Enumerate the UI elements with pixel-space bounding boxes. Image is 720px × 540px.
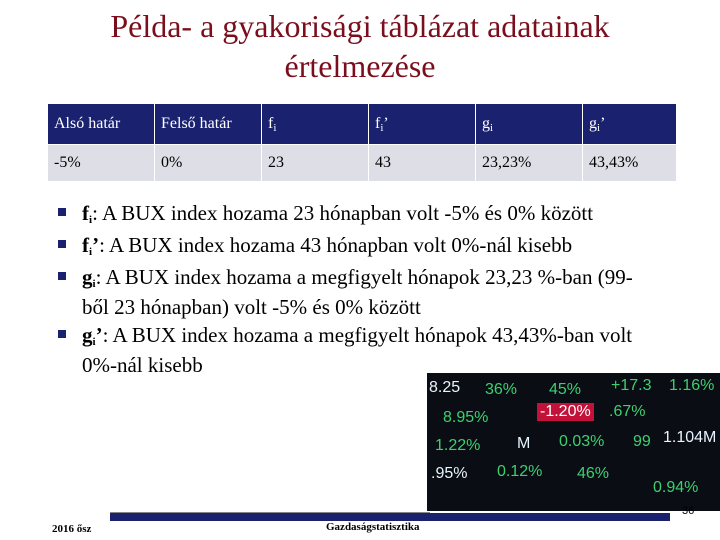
- square-bullet-icon: [58, 272, 66, 280]
- footer-course: Gazdaságstatisztika: [326, 521, 420, 533]
- bullet-list: [58, 200, 658, 380]
- bullet-subscript: i: [92, 336, 96, 348]
- ticker-value: 0.12%: [497, 463, 543, 480]
- bullet-text: : A BUX index hozama a megfigyelt hónapok 23,23 %-ban (99-ből 23 hónapban) volt -5% és 0% között: [82, 265, 633, 319]
- bullet-text: : A BUX index hozama 43 hónapban volt 0%-nál kisebb: [99, 233, 573, 257]
- bullet-prime: ’: [95, 323, 103, 347]
- table-cell: 43: [369, 145, 476, 182]
- bullet-text: : A BUX index hozama a megfigyelt hónapok 43,43%-ban volt 0%-nál kisebb: [82, 323, 633, 377]
- header-subscript: i: [597, 122, 601, 134]
- bullet-symbol: g: [82, 265, 93, 289]
- bullet-symbol: f: [82, 201, 89, 225]
- footer-bar: [110, 513, 670, 521]
- slide-title: [0, 6, 720, 86]
- table-row: [48, 145, 677, 182]
- header-subscript: i: [380, 122, 384, 134]
- slide-title-line-1: Példa- a gyakorisági táblázat adatainak: [110, 8, 610, 44]
- table-cell: 0%: [155, 145, 262, 182]
- header-upper-bound: [155, 104, 262, 145]
- ticker-value: M: [517, 435, 531, 452]
- ticker-value: +17.3: [611, 377, 652, 394]
- bullet-symbol: g: [82, 323, 93, 347]
- bullet-symbol: f: [82, 233, 89, 257]
- header-gi-cumulative: [583, 104, 677, 145]
- stock-ticker-board-image: [427, 373, 720, 511]
- header-lower-bound: [48, 104, 155, 145]
- header-prime: ’: [600, 115, 606, 132]
- footer-semester: 2016 ősz: [52, 523, 92, 535]
- bullet-subscript: i: [92, 278, 96, 290]
- ticker-value: 45%: [549, 381, 582, 398]
- header-fi: [262, 104, 369, 145]
- ticker-value: 1.22%: [435, 437, 481, 454]
- header-subscript: i: [490, 122, 494, 134]
- header-subscript: i: [273, 122, 277, 134]
- list-item: [58, 200, 658, 230]
- header-symbol: f: [375, 115, 381, 132]
- header-label: Felső határ: [161, 115, 232, 132]
- bullet-prime: ’: [92, 233, 100, 257]
- list-item: [58, 264, 658, 320]
- ticker-value: -1.20%: [537, 403, 594, 421]
- table-header-row: [48, 104, 677, 145]
- ticker-value: 0.03%: [559, 433, 605, 450]
- table-cell: 23,23%: [476, 145, 583, 182]
- ticker-value: 1.104M: [663, 429, 717, 446]
- header-symbol: g: [589, 115, 597, 132]
- table-cell: -5%: [48, 145, 155, 182]
- ticker-value: .67%: [609, 403, 646, 420]
- ticker-value: 8.95%: [443, 409, 489, 426]
- ticker-value: 1.16%: [669, 377, 715, 394]
- header-symbol: f: [268, 115, 274, 132]
- header-fi-cumulative: [369, 104, 476, 145]
- list-item: [58, 232, 658, 262]
- square-bullet-icon: [58, 208, 66, 216]
- ticker-value: 46%: [577, 465, 610, 482]
- list-item: [58, 322, 658, 378]
- header-prime: ’: [383, 115, 389, 132]
- header-symbol: g: [482, 115, 490, 132]
- ticker-value: 0.94%: [653, 479, 699, 496]
- table-cell: 23: [262, 145, 369, 182]
- header-gi: [476, 104, 583, 145]
- bullet-subscript: i: [89, 246, 93, 258]
- bullet-text: : A BUX index hozama 23 hónapban volt -5% és 0% között: [92, 201, 594, 225]
- ticker-value: 8.25: [429, 379, 461, 396]
- table-cell: 43,43%: [583, 145, 677, 182]
- ticker-value: .95%: [431, 465, 468, 482]
- ticker-value: 99: [633, 433, 651, 450]
- square-bullet-icon: [58, 240, 66, 248]
- page-number: 36: [682, 505, 695, 517]
- frequency-table: [47, 103, 677, 182]
- ticker-value: 36%: [485, 381, 518, 398]
- header-label: Alsó határ: [54, 115, 121, 132]
- bullet-subscript: i: [89, 214, 93, 226]
- square-bullet-icon: [58, 330, 66, 338]
- slide-title-line-2: értelmezése: [284, 48, 436, 84]
